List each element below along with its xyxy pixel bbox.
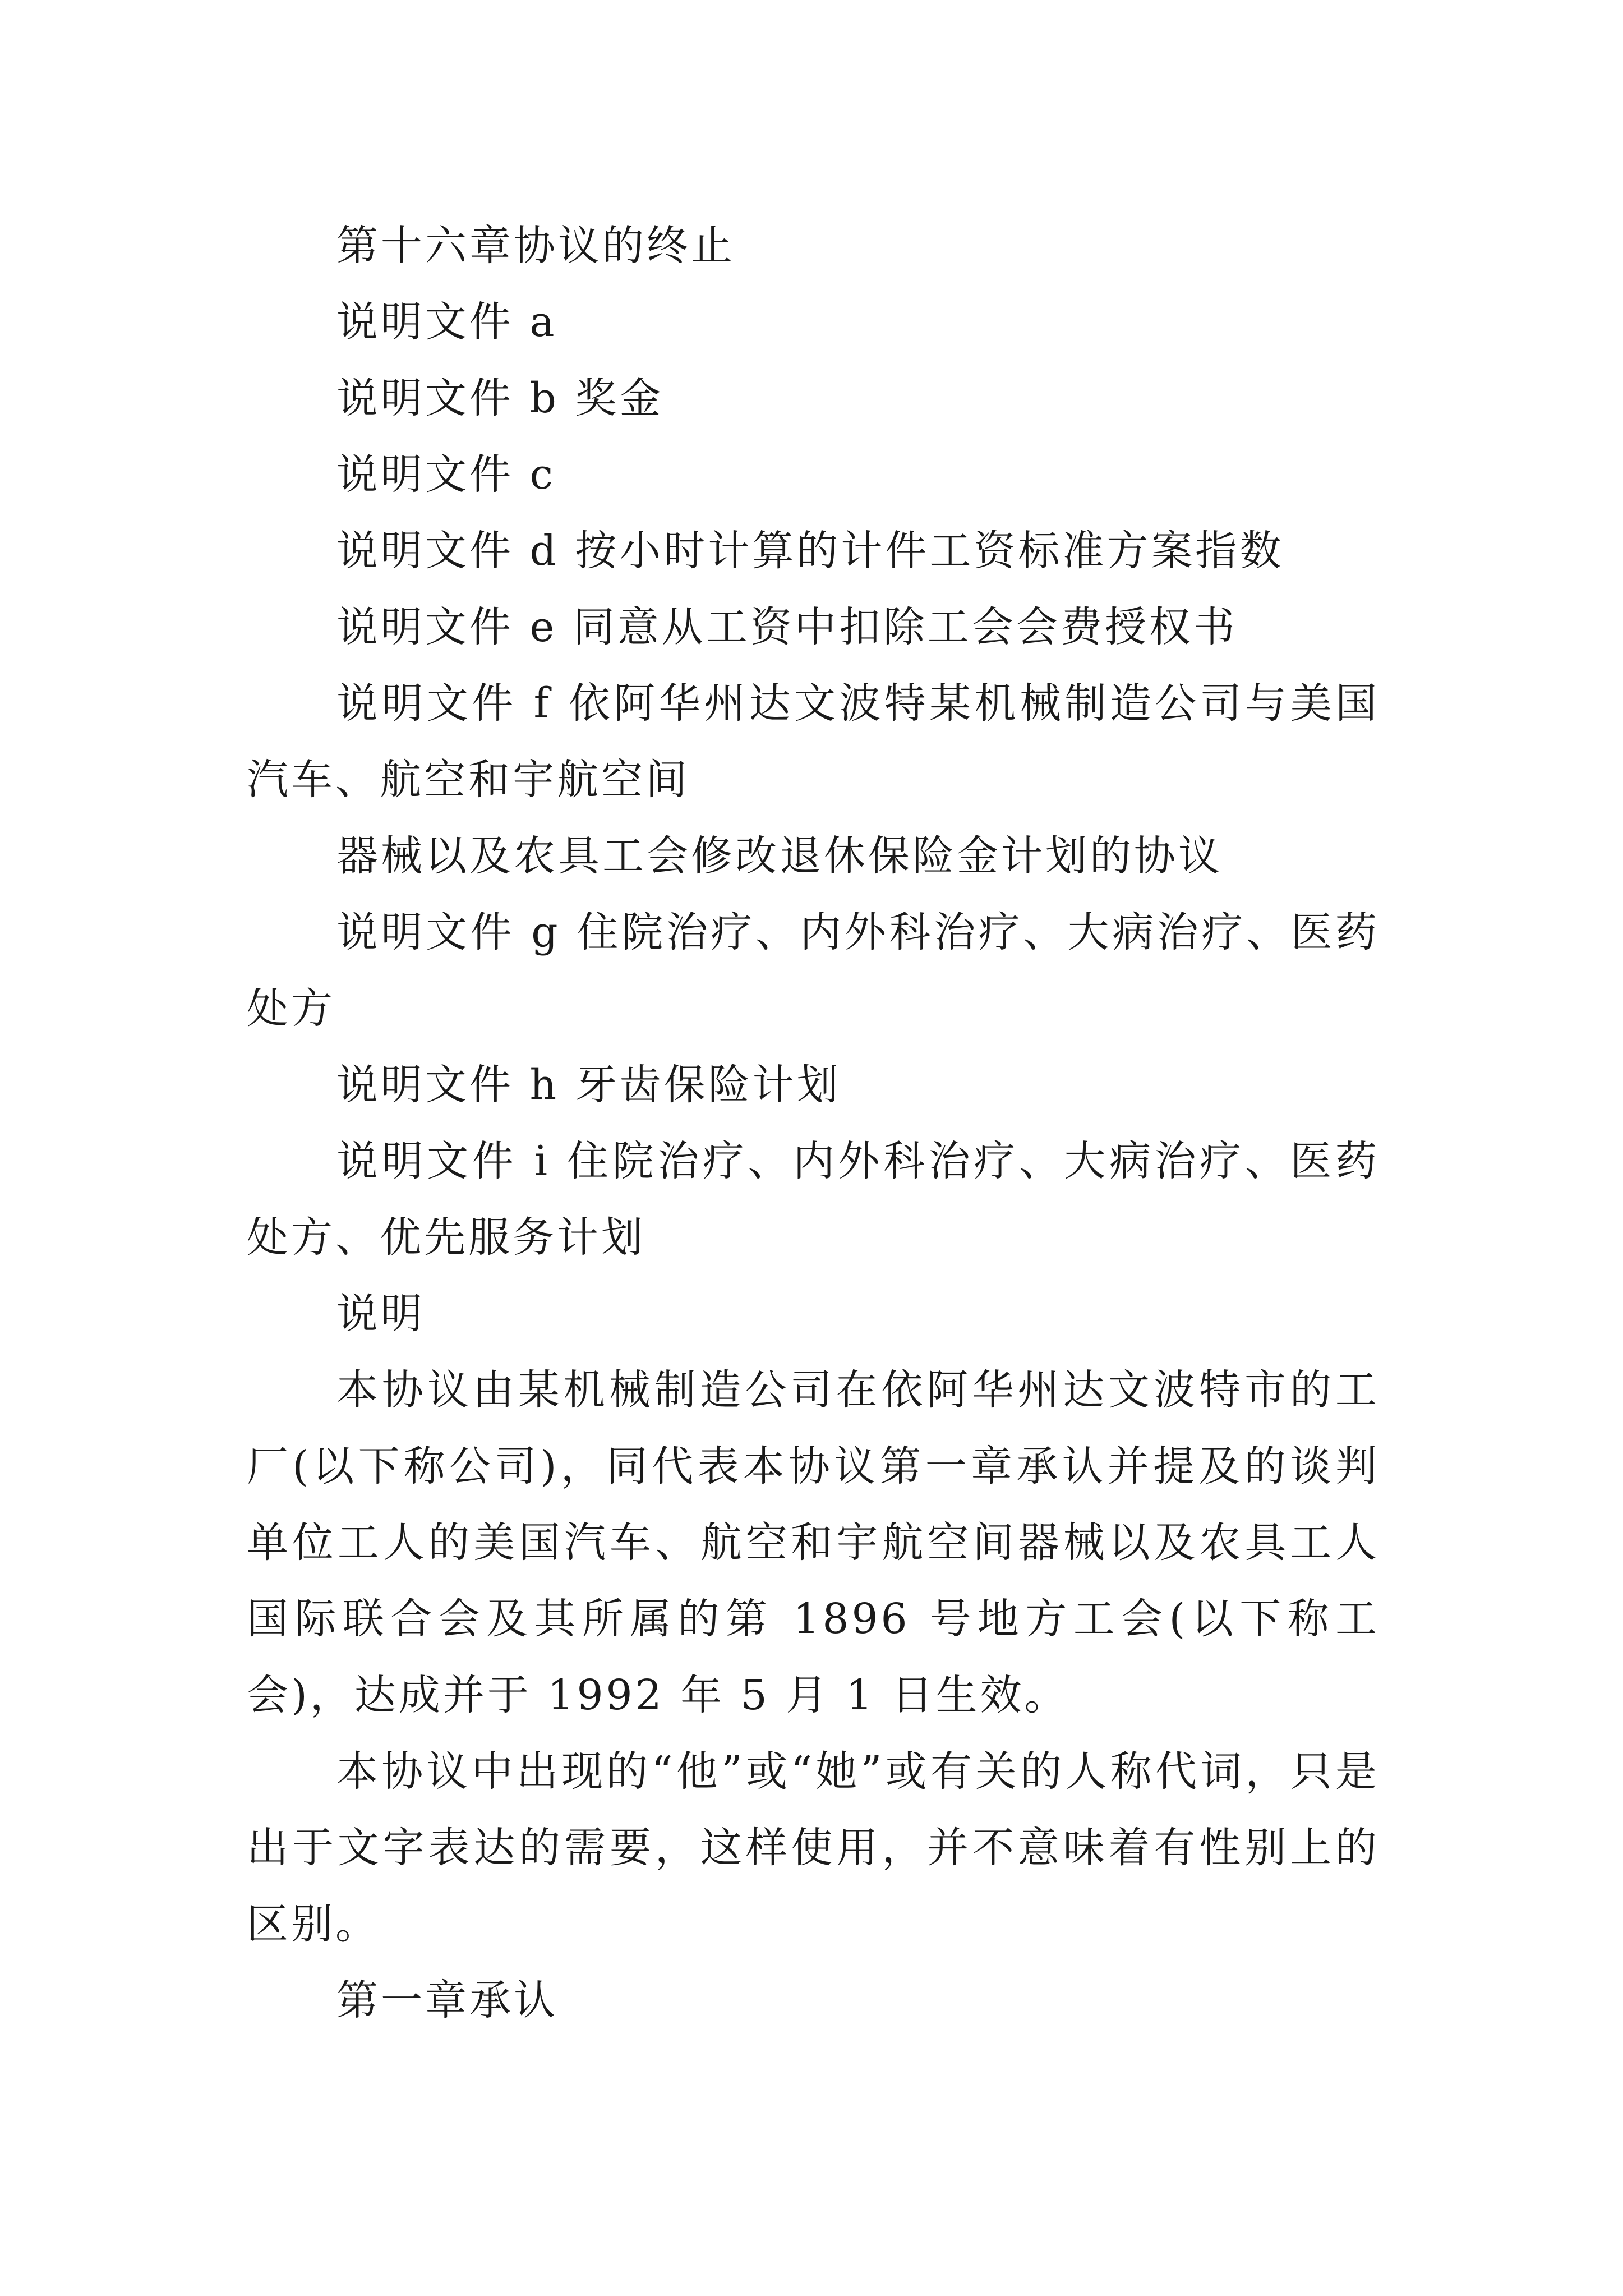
exhibit-b: 说明文件 b 奖金 [336,374,664,422]
exhibit-e: 说明文件 e 同意从工资中扣除工会会费授权书 [336,603,1238,651]
exhibit-h: 说明文件 h 牙齿保险计划 [336,1061,841,1109]
chapter-heading-termination: 第十六章协议的终止 [336,222,735,270]
exhibit-g: 说明文件 g 住院治疗、内外科治疗、大病治疗、医药处方 [247,908,1380,1033]
exhibit-f: 说明文件 f 依阿华州达文波特某机械制造公司与美国汽车、航空和宇航空间 [247,679,1380,804]
body-paragraph-pronouns: 本协议中出现的“他”或“她”或有关的人称代词，只是出于文字表达的需要，这样使用，并不意味着有性别上的区别。 [247,1747,1380,1948]
exhibit-d: 说明文件 d 按小时计算的计件工资标准方案指数 [336,527,1284,575]
exhibit-a: 说明文件 a [336,298,557,346]
exhibit-c: 说明文件 c [336,450,556,499]
section-heading-explanation: 说明 [336,1290,425,1338]
exhibit-f-continued: 器械以及农具工会修改退休保险金计划的协议 [336,832,1223,880]
document-body [247,208,1380,2039]
chapter-heading-recognition: 第一章承认 [336,1976,558,2024]
body-paragraph-agreement-parties: 本协议由某机械制造公司在依阿华州达文波特市的工厂(以下称公司)，同代表本协议第一章承认并提及的谈判单位工人的美国汽车、航空和宇航空间器械以及农具工人国际联合会及其所属的第 1896 号地方工会(以下称工会)，达成并于 1992 年 5 月 1 日生效。 [247,1366,1380,1719]
exhibit-i: 说明文件 i 住院治疗、内外科治疗、大病治疗、医药处方、优先服务计划 [247,1137,1380,1262]
